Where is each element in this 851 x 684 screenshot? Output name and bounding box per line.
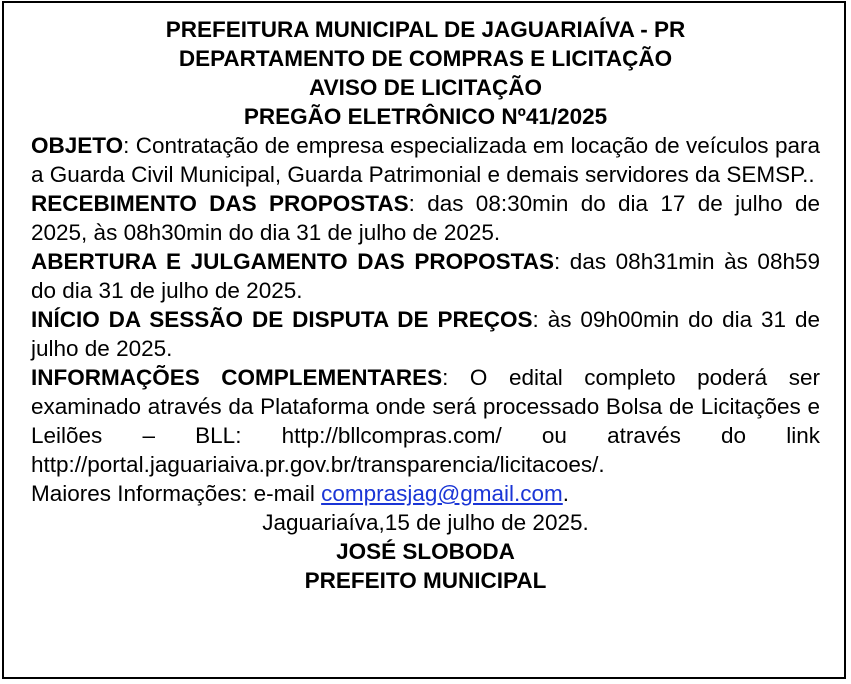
objeto-label: OBJETO: [31, 133, 124, 158]
place-date: Jaguariaíva,15 de julho de 2025.: [262, 510, 589, 535]
header-municipality: PREFEITURA MUNICIPAL DE JAGUARIAÍVA - PR: [165, 17, 686, 42]
inicio-label: INÍCIO DA SESSÃO DE DISPUTA DE PREÇOS: [31, 307, 533, 332]
objeto-text: : Contratação de empresa especializada em locação de veículos para a Guarda Civil Municipal, Guarda Patrimonial e demais servidores da SEMSP..: [31, 133, 820, 187]
informacoes-label: INFORMAÇÕES COMPLEMENTARES: [31, 365, 443, 390]
section-objeto: [31, 131, 820, 189]
header-auction-number: PREGÃO ELETRÔNICO Nº41/2025: [243, 104, 608, 129]
section-inicio: [31, 305, 820, 363]
header-department: DEPARTAMENTO DE COMPRAS E LICITAÇÃO: [178, 46, 673, 71]
recebimento-label: RECEBIMENTO DAS PROPOSTAS: [31, 191, 409, 216]
recebimento-text: : das 08:30min do dia 17 de julho de 2025, às 08h30min do dia 31 de julho de 2025.: [31, 191, 820, 245]
signatory-role: PREFEITO MUNICIPAL: [304, 568, 547, 593]
contact-prefix: Maiores Informações: e-mail: [31, 481, 322, 506]
email-link[interactable]: comprasjag@gmail.com: [321, 481, 563, 506]
abertura-label: ABERTURA E JULGAMENTO DAS PROPOSTAS: [31, 249, 554, 274]
inicio-text: : às 09h00min do dia 31 de julho de 2025.: [31, 307, 820, 361]
contact-suffix: .: [562, 481, 570, 506]
header-notice-type: AVISO DE LICITAÇÃO: [309, 75, 542, 100]
abertura-text: : das 08h31min às 08h59 do dia 31 de julho de 2025.: [31, 249, 820, 303]
notice-content: [31, 15, 820, 595]
contact-line: [31, 479, 820, 508]
section-informacoes: [31, 363, 820, 479]
section-abertura: [31, 247, 820, 305]
section-recebimento: [31, 189, 820, 247]
signatory-name: JOSÉ SLOBODA: [336, 539, 515, 564]
informacoes-text: : O edital completo poderá ser examinado através da Plataforma onde será processado Bolsa de Licitações e Leilões – BLL: http://bllcompras.com/ ou através do link http://portal.jaguariaiva.pr.gov.br/transparencia/licitacoes/.: [31, 365, 820, 477]
